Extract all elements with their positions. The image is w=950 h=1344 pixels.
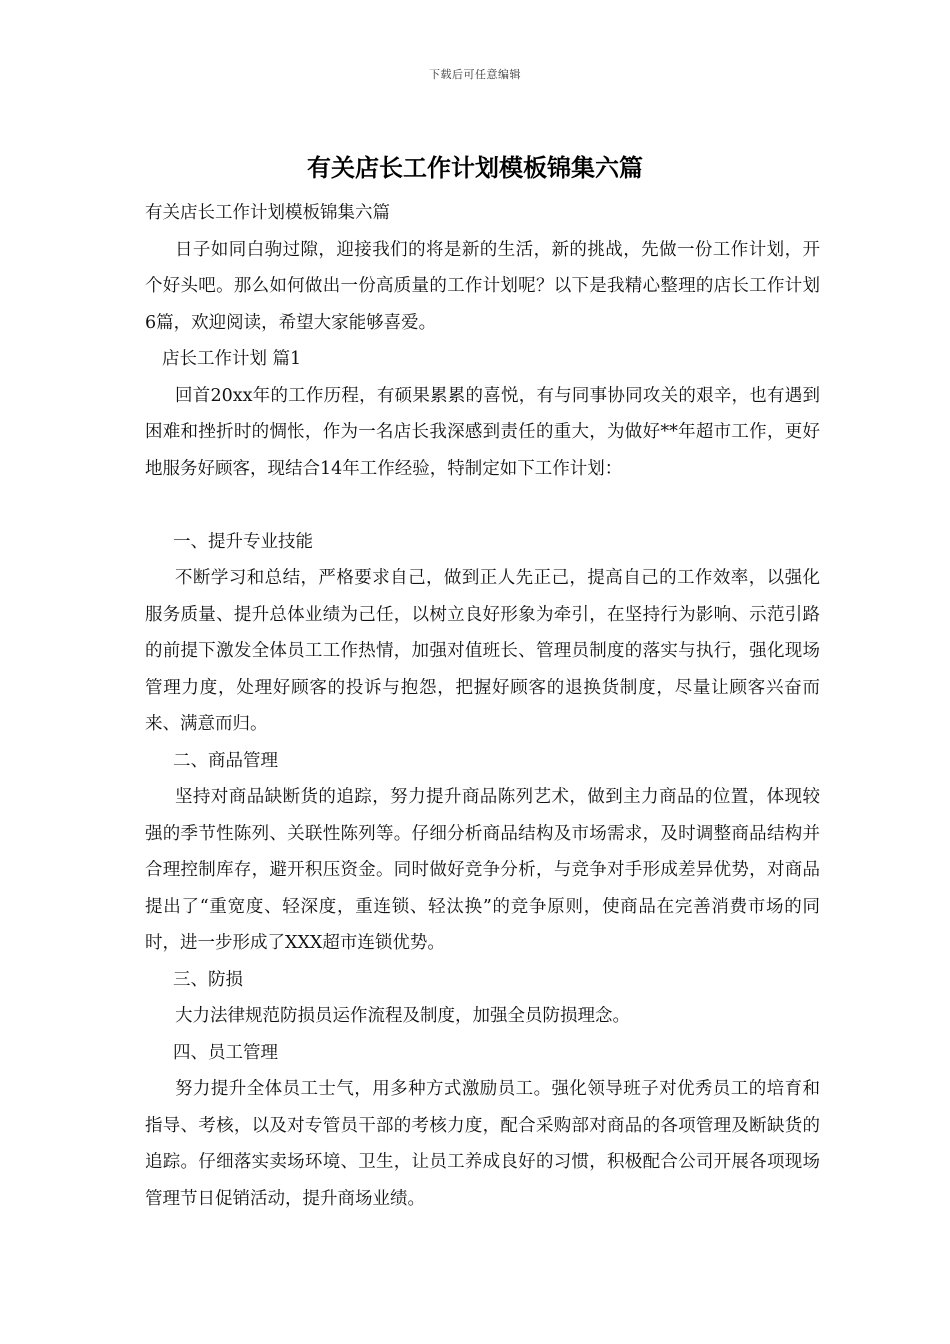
- section-text-staff: 努力提升全体员工士气，用多种方式激励员工。强化领导班子对优秀员工的培育和指导、考核，以及对专管员干部的考核力度，配合采购部对商品的各项管理及断缺货的追踪。仔细落实卖场环境、卫生，让员工养成良好的习惯，积极配合公司开展各项现场管理节日促销活动，提升商场业绩。: [145, 1079, 820, 1209]
- section-text-merchandise: 坚持对商品缺断货的追踪，努力提升商品陈列艺术，做到主力商品的位置，体现较强的季节性陈列、关联性陈列等。仔细分析商品结构及市场需求，及时调整商品结构并合理控制库存，避开积压资金。同时做好竞争分析，与竞争对手形成差异优势，对商品提出了“重宽度、轻深度，重连锁、轻汰换”的竞争原则，使商品在完善消费市场的同时，进一步形成了XXX超市连锁优势。: [145, 787, 820, 953]
- intro-paragraph: 日子如同白驹过隙，迎接我们的将是新的生活，新的挑战，先做一份工作计划，开个好头吧。那么如何做出一份高质量的工作计划呢？以下是我精心整理的店长工作计划6篇，欢迎阅读，希望大家能够喜爱。: [145, 239, 820, 333]
- section-heading-merchandise: 二、商品管理: [173, 750, 278, 771]
- section-heading-loss-prevention: 三、防损: [173, 969, 243, 990]
- document-body: [145, 195, 820, 1217]
- section-heading-staff: 四、员工管理: [173, 1042, 278, 1063]
- section-heading-skills: 一、提升专业技能: [173, 531, 313, 552]
- header-note: 下载后可任意编辑: [429, 68, 521, 81]
- section-text-skills: 不断学习和总结，严格要求自己，做到正人先正己，提高自己的工作效率，以强化服务质量、提升总体业绩为己任，以树立良好形象为牵引，在坚持行为影响、示范引路的前提下激发全体员工工作热情，加强对值班长、管理员制度的落实与执行，强化现场管理力度，处理好顾客的投诉与抱怨，把握好顾客的退换货制度，尽量让顾客兴奋而来、满意而归。: [145, 568, 820, 734]
- section-text-loss-prevention: 大力法律规范防损员运作流程及制度，加强全员防损理念。: [175, 1006, 630, 1026]
- document-subtitle: 有关店长工作计划模板锦集六篇: [145, 203, 390, 223]
- article-heading: 店长工作计划 篇1: [162, 349, 302, 369]
- document-title: 有关店长工作计划模板锦集六篇: [307, 153, 643, 182]
- blank-line: [145, 487, 820, 524]
- article-intro-paragraph: 回首20xx年的工作历程，有硕果累累的喜悦，有与同事协同攻关的艰辛，也有遇到困难和挫折时的惆怅，作为一名店长我深感到责任的重大，为做好**年超市工作，更好地服务好顾客，现结合14年工作经验，特制定如下工作计划：: [145, 385, 820, 479]
